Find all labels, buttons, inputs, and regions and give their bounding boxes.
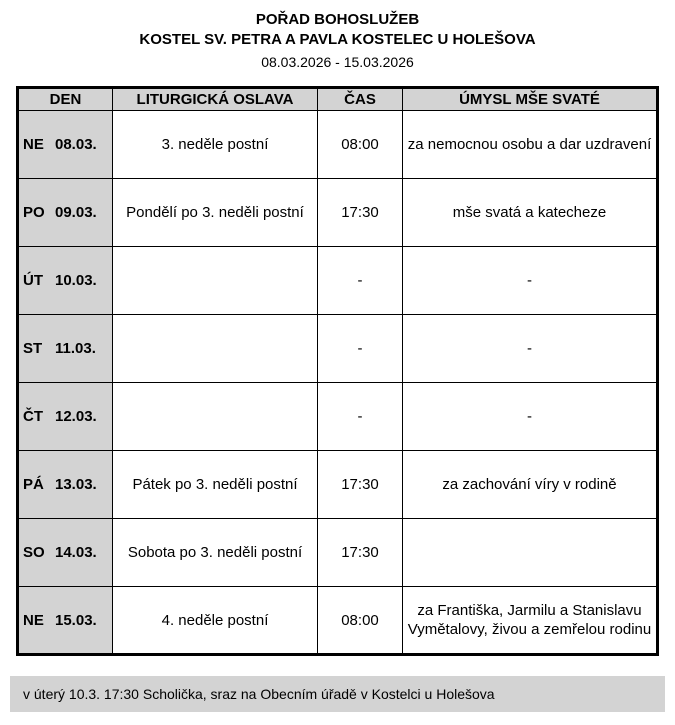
column-header-liturgicka-oslava: LITURGICKÁ OSLAVA <box>113 88 318 111</box>
footer-note: v úterý 10.3. 17:30 Scholička, sraz na Obecním úřadě v Kostelci u Holešova <box>23 686 495 702</box>
intention-cell: - <box>403 247 658 315</box>
table-row <box>18 315 658 383</box>
date-label: 14.03. <box>55 544 97 561</box>
schedule-table <box>16 86 659 656</box>
table-row <box>18 111 658 179</box>
day-cell <box>18 315 113 383</box>
column-header-den: DEN <box>18 88 113 111</box>
day-label: PÁ <box>23 476 44 493</box>
celebration-cell: Pátek po 3. neděli postní <box>113 451 318 519</box>
celebration-cell: Sobota po 3. neděli postní <box>113 519 318 587</box>
date-label: 10.03. <box>55 272 97 289</box>
intention-cell: za zachování víry v rodině <box>403 451 658 519</box>
time-cell: - <box>318 383 403 451</box>
day-cell <box>18 519 113 587</box>
footer-note-bar <box>10 676 665 712</box>
column-header-umysl: ÚMYSL MŠE SVATÉ <box>403 88 658 111</box>
celebration-cell <box>113 247 318 315</box>
page-title: POŘAD BOHOSLUŽEB <box>255 11 420 28</box>
table-row <box>18 587 658 655</box>
intention-cell: mše svatá a katecheze <box>403 179 658 247</box>
day-label: ST <box>23 340 43 357</box>
time-cell: 17:30 <box>318 451 403 519</box>
day-cell <box>18 247 113 315</box>
celebration-cell <box>113 315 318 383</box>
date-label: 11.03. <box>55 340 96 357</box>
day-cell <box>18 451 113 519</box>
intention-cell: - <box>403 383 658 451</box>
day-cell <box>18 587 113 655</box>
day-cell <box>18 111 113 179</box>
time-cell: 17:30 <box>318 519 403 587</box>
table-row <box>18 179 658 247</box>
intention-cell <box>403 519 658 587</box>
time-cell: - <box>318 315 403 383</box>
date-label: 15.03. <box>55 611 97 629</box>
celebration-cell: Pondělí po 3. neděli postní <box>113 179 318 247</box>
time-cell: 08:00 <box>318 111 403 179</box>
date-label: 09.03. <box>55 204 97 221</box>
column-header-cas: ČAS <box>318 88 403 111</box>
page-subtitle: KOSTEL SV. PETRA A PAVLA KOSTELEC U HOLEŠOVA <box>139 31 536 48</box>
table-header-row <box>18 88 658 111</box>
celebration-cell <box>113 383 318 451</box>
day-label: SO <box>23 544 45 561</box>
day-label: NE <box>23 611 44 629</box>
table-row <box>18 451 658 519</box>
celebration-cell: 4. neděle postní <box>113 587 318 655</box>
day-cell <box>18 179 113 247</box>
date-label: 13.03. <box>55 476 97 493</box>
day-label: PO <box>23 204 45 221</box>
table-row <box>18 519 658 587</box>
intention-cell: za nemocnou osobu a dar uzdravení <box>403 111 658 179</box>
table-row <box>18 383 658 451</box>
date-label: 12.03. <box>55 408 97 425</box>
day-label: ČT <box>23 408 43 425</box>
intention-cell: za Františka, Jarmilu a Stanislavu Vymětalovy, živou a zemřelou rodinu <box>403 587 658 655</box>
document-header <box>0 0 675 72</box>
celebration-cell: 3. neděle postní <box>113 111 318 179</box>
time-cell: 17:30 <box>318 179 403 247</box>
intention-cell: - <box>403 315 658 383</box>
day-label: NE <box>23 136 44 153</box>
table-row <box>18 247 658 315</box>
date-label: 08.03. <box>55 136 97 153</box>
day-label: ÚT <box>23 272 43 289</box>
time-cell: - <box>318 247 403 315</box>
day-cell <box>18 383 113 451</box>
time-cell: 08:00 <box>318 587 403 655</box>
date-range: 08.03.2026 - 15.03.2026 <box>261 54 414 70</box>
